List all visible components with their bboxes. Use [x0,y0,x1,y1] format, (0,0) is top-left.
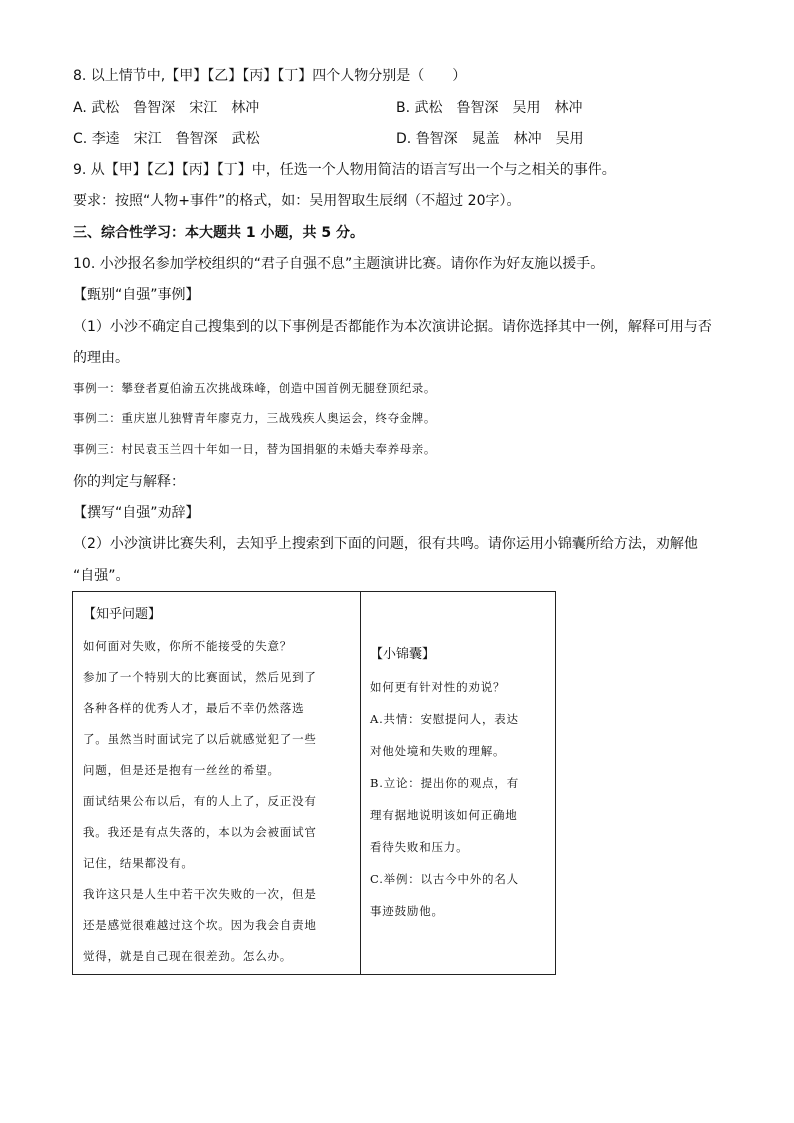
zhihu-line: 各种各样的优秀人才，最后不幸仍然落选 [83,701,305,715]
q9-requirement: 要求：按照“人物+事件”的格式，如：吴用智取生辰纲（不超过 20字）。 [73,193,521,209]
option-text: 武松 鲁智深 吴用 林冲 [414,100,583,116]
tips-line: 看待失败和压力。 [370,840,469,854]
zhihu-line: 我。我还是有点失落的，本以为会被面试官 [83,825,317,839]
tips-line: 如何更有针对性的劝说？ [370,680,506,694]
q10-stem: 10. 小沙报名参加学校组织的“君子自强不息”主题演讲比赛。请你作为好友施以援手。 [73,256,605,272]
q8-option-a [73,98,259,118]
case-2: 事例二：重庆崽儿独臂青年廖克力，三战残疾人奥运会，终夺金牌。 [73,411,436,425]
case-3: 事例三：村民袁玉兰四十年如一日，替为国捐躯的未婚夫奉养母亲。 [73,442,436,456]
tips-line: C.举例：以古今中外的名人 [370,872,519,886]
q10-part2-line2: “自强”。 [73,568,130,584]
zhihu-line: 觉得，就是自己现在很差劲。怎么办。 [83,949,293,963]
material-table [72,591,556,975]
q10-part2-line1: （2）小沙演讲比赛失利，去知乎上搜索到下面的问题，很有共鸣。请你运用小锦囊所给方法，劝解他 [73,536,698,552]
q10-part2-header: 【撰写“自强”劝辞】 [73,505,200,521]
tips-title: 【小锦囊】 [370,647,436,662]
zhihu-line: 我许这只是人生中若干次失败的一次，但是 [83,887,317,901]
zhihu-line: 还是感觉很难越过这个坎。因为我会自责地 [83,918,317,932]
q10-part1-line2: 的理由。 [73,350,129,366]
q8-option-c [73,129,260,149]
option-label: C. [73,131,88,147]
q8-option-b [396,98,583,118]
zhihu-line: 如何面对失败，你所不能接受的失意？ [83,639,293,653]
q10-part1-header: 【甄别“自强”事例】 [73,287,200,303]
option-text: 鲁智深 晁盖 林冲 吴用 [415,131,584,147]
zhihu-line: 了。虽然当时面试完了以后就感觉犯了一些 [83,732,317,746]
option-text: 武松 鲁智深 宋江 林冲 [91,100,260,116]
option-label: D. [396,131,412,147]
tips-line: 对他处境和失败的理解。 [370,744,506,758]
tips-line: A.共情：安慰提问人，表达 [370,712,519,726]
option-label: B. [396,100,411,116]
section3-title: 三、综合性学习：本大题共 1 小题，共 5 分。 [73,225,364,241]
case-1: 事例一：攀登者夏伯渝五次挑战珠峰，创造中国首例无腿登顶纪录。 [73,381,436,395]
answer-prompt: 你的判定与解释： [73,474,185,490]
zhihu-title: 【知乎问题】 [83,607,162,622]
q8-option-d [396,129,584,149]
q8-stem: 8. 以上情节中,【甲】【乙】【丙】【丁】四个人物分别是（ ） [73,68,467,84]
tips-line: B.立论：提出你的观点，有 [370,776,520,790]
zhihu-line: 问题，但是还是抱有一丝丝的希望。 [83,763,280,777]
tips-line: 事迹鼓励他。 [370,904,444,918]
zhihu-line: 参加了一个特别大的比赛面试，然后见到了 [83,670,317,684]
zhihu-line: 记住，结果都没有。 [83,856,194,870]
q9-stem: 9. 从【甲】【乙】【丙】【丁】中，任选一个人物用简洁的语言写出一个与之相关的事件。 [73,162,616,178]
option-label: A. [73,100,87,116]
table-divider [360,592,361,974]
option-text: 李逵 宋江 鲁智深 武松 [91,131,260,147]
zhihu-line: 面试结果公布以后，有的人上了，反正没有 [83,794,317,808]
tips-line: 理有据地说明该如何正确地 [370,808,518,822]
q10-part1-line1: （1）小沙不确定自己搜集到的以下事例是否都能作为本次演讲论据。请你选择其中一例，解释可用与否 [73,319,712,335]
